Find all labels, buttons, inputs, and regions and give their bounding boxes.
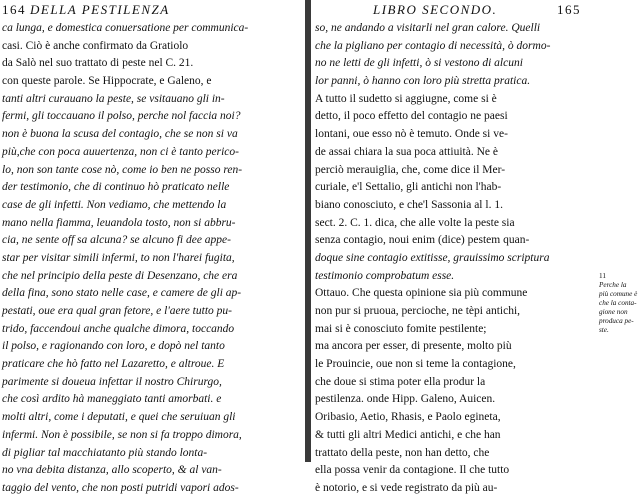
running-title-right: LIBRO SECONDO. xyxy=(373,2,498,17)
text-line: Ottauo. Che questa opinione sia più commune xyxy=(315,287,528,300)
text-line: cia, ne sente off sa alcuna? se alcuno fi dee appe- xyxy=(2,234,231,247)
text-line: che la pigliano per contagio di necessità, ò dormo- xyxy=(315,39,551,52)
text-line: trido, faccendoui anche qualche dimora, toccando xyxy=(2,322,235,335)
text-line: star per visitar simili infermi, to non l'harei fugita, xyxy=(2,251,235,264)
text-line: che nel principio della peste di Desenzano, che era xyxy=(2,269,238,282)
text-line: che doue si stima poter ella produr la xyxy=(315,375,486,388)
text-line: no ne letti de gli infetti, ò si vestono di alcuni xyxy=(315,57,523,70)
text-line: taggio del vento, che non posti putridi vapori ados- xyxy=(2,481,239,494)
text-line: detto, il poco effetto del contagio ne paesi xyxy=(315,110,508,123)
text-line: perciò merauiglia, che, come dice il Mer- xyxy=(315,163,506,176)
text-line: doque sine contagio extitisse, grauissimo scriptura xyxy=(315,251,550,264)
page-number-right: 165 xyxy=(557,2,581,17)
text-line: Oribasio, Aetio, Rhasis, e Paolo egineta, xyxy=(315,411,501,424)
left-page xyxy=(0,0,305,494)
running-title-left: DELLA PESTILENZA xyxy=(30,2,170,17)
text-line: della fina, sono stato nelle case, e camere de gli ap- xyxy=(2,287,242,300)
text-line: so, ne andando a visitarli nel gran calore. Quelli xyxy=(315,22,541,34)
text-line: biano conosciuto, e che'l Sassonia al l. 1. xyxy=(315,198,503,211)
text-line: mano nella fiamma, leuandola tosto, non si abbru- xyxy=(2,216,236,229)
text-line: praticare che hò fatto nel Lazaretto, e altroue. E xyxy=(2,358,225,371)
text-line: ca lunga, e domestica conuersatione per communica- xyxy=(2,22,249,34)
text-line: ma ancora per esser, di presente, molto più xyxy=(315,340,512,353)
text-line: lor panni, ò hanno con loro più stretta pratica. xyxy=(315,75,531,88)
text-line: trattato della peste, non han detto, che xyxy=(315,446,490,459)
text-line: che così ardito hà maneggiato tanti amorbati. e xyxy=(2,393,222,406)
text-line: de assai chiara la sua poca attiuità. Ne è xyxy=(315,145,498,158)
left-page-text xyxy=(2,20,300,498)
text-line: da Salò nel suo trattato di peste nel C. 21. xyxy=(2,57,194,70)
text-line: der testimonio, che di continuo hò praticato nelle xyxy=(2,181,230,194)
margin-note-text: Perche la più comune è che la conta- gione non produca pe- ste. xyxy=(599,281,638,334)
text-line: tanti altri curauano la peste, se vsitauano gli in- xyxy=(2,92,225,105)
text-line: case de gli infetti. Non vediamo, che mettendo la xyxy=(2,198,227,211)
text-line: lo, non son tante cose nò, come io ben ne posso ren- xyxy=(2,163,243,176)
text-line: parimente si doueua infettar il nostro Chirurgo, xyxy=(2,375,222,388)
text-line: testimonio comprobatum esse. xyxy=(315,269,455,282)
margin-note xyxy=(599,272,639,335)
left-page-header xyxy=(0,0,305,18)
text-line: A tutto il sudetto si aggiugne, come si è xyxy=(315,92,497,105)
text-line: sect. 2. C. 1. dica, che alle volte la peste sia xyxy=(315,216,515,229)
text-line: infermi. Non è possibile, se non si fa troppo dimora, xyxy=(2,428,242,441)
text-line: fermi, gli toccauano il polso, perche nol faccia noi? xyxy=(2,110,241,123)
text-line: molti altri, come i deputati, e quei che seruiuan gli xyxy=(2,411,236,424)
text-line: lontani, oue esso nò è temuto. Onde si ve- xyxy=(315,128,508,141)
text-line: pestati, oue era qual gran fetore, e l'aere tutto pu- xyxy=(2,305,232,317)
text-line: il polso, e ragionando con loro, e dopò nel tanto xyxy=(2,340,225,353)
text-line: non pur si pruoua, percioche, ne tèpi antichi, xyxy=(315,305,521,317)
text-line: è notorio, e si vede registrato da più au- xyxy=(315,481,498,494)
text-line: con queste parole. Se Hippocrate, e Galeno, e xyxy=(2,75,212,88)
text-line: & tutti gli altri Medici antichi, e che han xyxy=(315,428,501,441)
text-line: pestilenza. onde Hipp. Galeno, Auicen. xyxy=(315,393,496,406)
text-line: ella possa venir da contagione. Il che tutto xyxy=(315,464,510,477)
right-page-text xyxy=(315,20,587,498)
text-line: senza contagio, noui enim (dice) pestem quan- xyxy=(315,234,530,247)
text-line: le Prouincie, oue non si teme la contagione, xyxy=(315,358,516,371)
text-line: più,che con poca auuertenza, non ci è tanto perico- xyxy=(2,145,239,158)
right-page-header xyxy=(311,0,641,18)
text-line: di pigliar tal macchiatanto più stando lonta- xyxy=(2,446,208,459)
text-line: mai si è conosciuto fomite pestilente; xyxy=(315,322,487,335)
text-line: non è buona la scusa del contagio, che se non si va xyxy=(2,128,238,141)
text-line: no vna debita distanza, allo scoperto, & al van- xyxy=(2,464,222,477)
right-page xyxy=(311,0,641,494)
text-line: curiale, e'l Settalio, gli antichi non l'hab- xyxy=(315,181,502,194)
margin-note-mark: 11 xyxy=(599,272,606,280)
text-line: casi. Ciò è anche confirmato da Gratiolo xyxy=(2,39,189,52)
page-number-left: 164 xyxy=(2,2,26,17)
